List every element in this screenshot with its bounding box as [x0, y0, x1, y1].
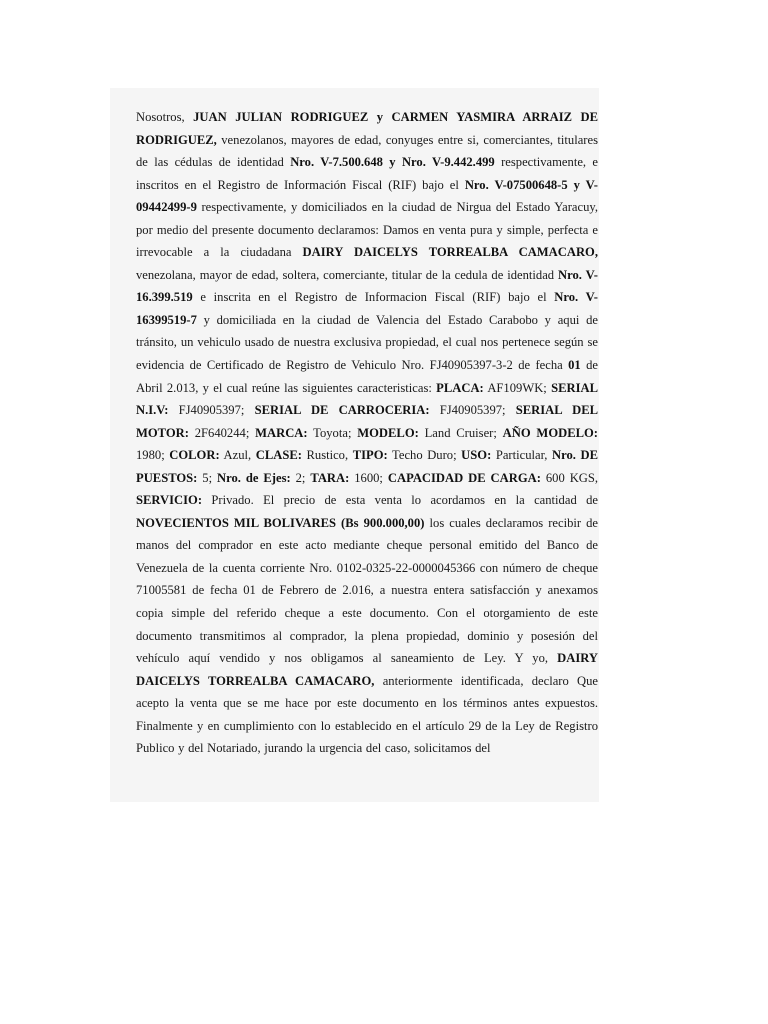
bold-text-run: CAPACIDAD DE CARGA: [387, 470, 541, 485]
text-run: de Abril 2.013, y el cual reúne las siguientes caracteristicas: [136, 358, 598, 395]
text-run: Techo Duro; [387, 448, 462, 463]
bold-text-run: SERIAL N.I.V: [136, 380, 598, 418]
bold-text-run: Nro. de Ejes: [217, 470, 291, 485]
bold-text-run: Nro. V-7.500.648 y Nro. V-9.442.499 [290, 155, 495, 170]
bold-text-run: MARCA: [255, 425, 308, 440]
text-run: Rustico, [301, 448, 353, 463]
bold-text-run: PLACA: [436, 380, 484, 395]
bold-text-run: Nro. V-07500648-5 y V-09442499-9 [136, 177, 599, 215]
text-run: venezolanos, mayores de edad, conyuges entre si, comerciantes, titulares de las cédulas de identidad [136, 132, 598, 170]
text-run: 5; [197, 470, 218, 485]
text-run: 2F640244; [188, 425, 256, 440]
bold-text-run: AÑO MODELO: [502, 425, 598, 440]
bold-text-run: TIPO: [352, 448, 388, 463]
bold-text-run: SERVICIO: [136, 493, 203, 508]
bold-text-run: TARA: [310, 470, 350, 485]
bold-text-run: NOVECIENTOS MIL BOLIVARES (Bs 900.000,00) [136, 515, 425, 530]
bold-text-run: DAIRY DAICELYS TORREALBA CAMACARO, [136, 651, 598, 688]
bold-text-run: Nro. V-16399519-7 [136, 290, 598, 327]
text-run: e inscrita en el Registro de Informacion Fiscal (RIF) bajo el [192, 290, 555, 305]
document-body [136, 106, 598, 760]
text-run: Toyota; [307, 425, 358, 440]
text-run: Privado. El precio de esta venta lo acordamos en la cantidad de [202, 493, 598, 508]
text-run: y domiciliada en la ciudad de Valencia del Estado Carabobo y aqui de tránsito, un vehiculo usado de nuestra exclusiva propiedad, el cual nos pertenece según se evidencia de Certificado de Registro de Vehiculo Nro. FJ40905397-3-2 de fecha [136, 312, 598, 373]
text-run: respectivamente, y domiciliados en la ciudad de Nirgua del Estado Yaracuy, por medio del presente documento declaramos: Damos en venta pura y simple, perfecta e irrevocable a la ciudadana [136, 200, 598, 260]
bold-text-run: COLOR: [169, 448, 220, 463]
text-run: 600 KGS, [540, 470, 599, 485]
bold-text-run: USO: [461, 448, 492, 463]
text-run: FJ40905397; [429, 403, 516, 418]
text-run: FJ40905397; [168, 403, 255, 418]
text-run: venezolana, mayor de edad, soltera, comerciante, titular de la cedula de identidad [136, 267, 559, 282]
text-run: AF109WK; [483, 380, 552, 395]
bold-text-run: Nro. DE PUESTOS: [136, 448, 599, 485]
bold-text-run: JUAN JULIAN RODRIGUEZ y CARMEN YASMIRA ARRAIZ DE RODRIGUEZ, [136, 110, 598, 147]
bold-text-run: Nro. V-16.399.519 [136, 267, 598, 305]
text-run: Azul, [219, 448, 256, 463]
bold-text-run: 01 [568, 358, 581, 373]
text-run: 1600; [349, 470, 388, 485]
bold-text-run: MODELO: [357, 425, 419, 440]
text-run: los cuales declaramos recibir de manos del comprador en este acto mediante cheque personal emitido del Banco de Venezuela de la cuenta corriente Nro. 0102-0325-22-0000045366 con número de cheque 71005581 de fecha 01 de Febrero de 2.016, a nuestra entera satisfacción y anexamos copia simple del referido cheque a este documento. Con el otorgamiento de este documento transmitimos al comprador, la plena propiedad, dominio y posesión del vehículo aquí vendido y nos obligamos al saneamiento de Ley. Y yo, [136, 515, 599, 666]
text-run: Nosotros, [136, 110, 194, 124]
text-run: anteriormente identificada, declaro Que acepto la venta que se me hace por este documento en los términos antes expuestos. Finalmente y en cumplimiento con lo establecido en el artículo 29 de la Ley de Registro Publico y del Notariado, jurando la urgencia del caso, solicitamos del [136, 673, 598, 756]
bold-text-run: SERIAL DEL MOTOR: [136, 403, 599, 440]
bold-text-run: CLASE: [255, 448, 302, 463]
text-run: Land Cruiser; [418, 425, 503, 440]
text-run: Particular, [491, 448, 553, 463]
text-run: 1980; [136, 448, 170, 463]
bold-text-run: DAIRY DAICELYS TORREALBA CAMACARO, [302, 245, 598, 260]
text-run: respectivamente, e inscritos en el Registro de Información Fiscal (RIF) bajo el [136, 155, 599, 192]
bold-text-run: SERIAL DE CARROCERIA: [254, 403, 430, 418]
text-run: 2; [290, 470, 311, 485]
